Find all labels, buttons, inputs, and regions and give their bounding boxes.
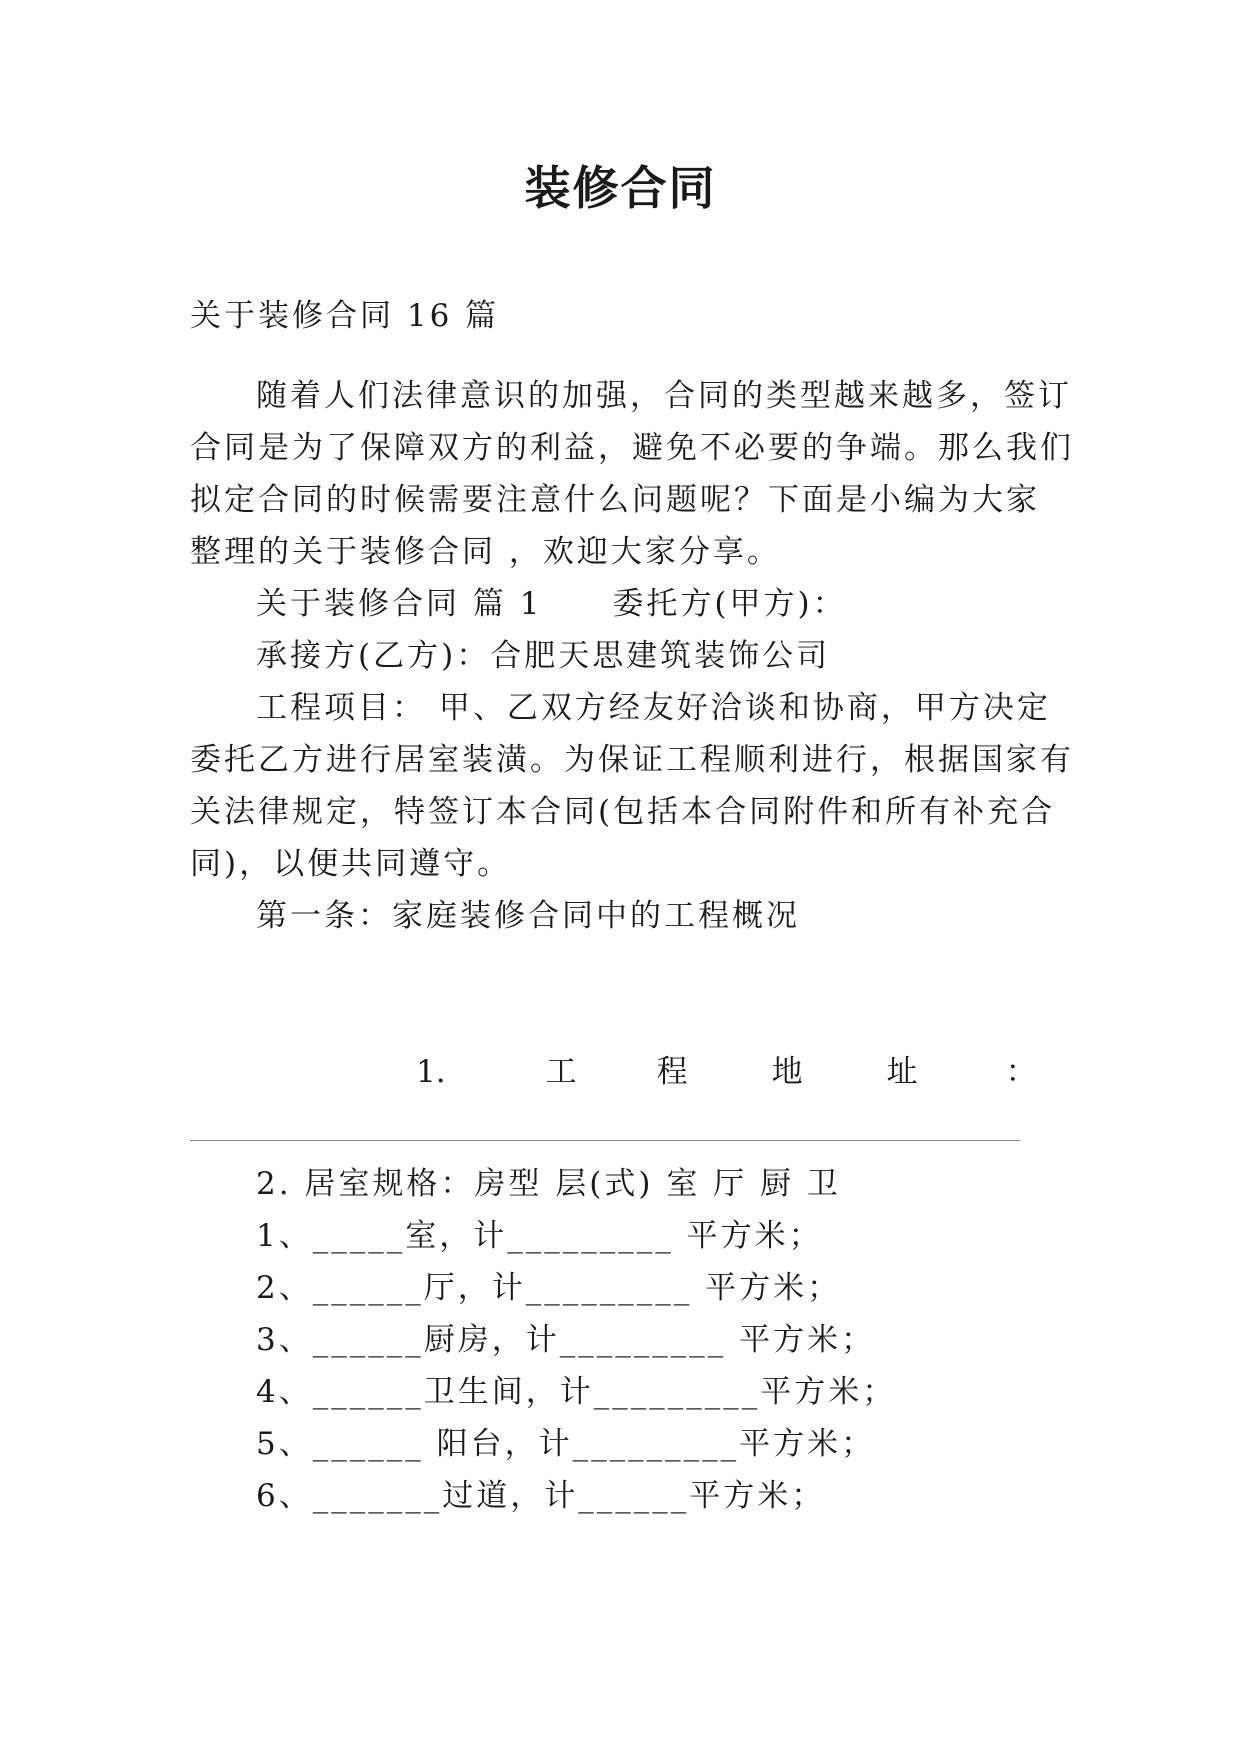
address-blank-line xyxy=(190,1140,1020,1141)
room-line-6: 6、_______过道，计______平方米； xyxy=(256,1478,826,1514)
room-line-5: 5、______ 阳台，计_________平方米； xyxy=(256,1426,876,1462)
section-heading-line xyxy=(256,584,1056,624)
room-line-1: 1、_____室，计_________ 平方米； xyxy=(256,1218,823,1254)
intro-line-3: 拟定合同的时候需要注意什么问题呢？下面是小编为大家 xyxy=(190,482,1040,518)
intro-line-2: 合同是为了保障双方的利益，避免不必要的争端。那么我们 xyxy=(190,430,1074,466)
contractor-line: 承接方(乙方)：合肥天思建筑装饰公司 xyxy=(256,638,831,674)
address-number: 1. xyxy=(416,1054,446,1090)
project-line-2: 委托乙方进行居室装潢。为保证工程顺利进行，根据国家有 xyxy=(190,742,1074,778)
intro-line-1: 随着人们法律意识的加强，合同的类型越来越多，签订 xyxy=(256,378,1072,414)
intro-line-4: 整理的关于装修合同 ，欢迎大家分享。 xyxy=(190,534,781,570)
project-line-4: 同)，以便共同遵守。 xyxy=(190,846,512,882)
address-char-3: 地 xyxy=(771,1054,803,1090)
article-1-heading: 第一条：家庭装修合同中的工程概况 xyxy=(256,898,800,934)
project-line-3: 关法律规定，特签订本合同(包括本合同附件和所有补充合 xyxy=(190,794,1056,830)
room-line-3: 3、______厨房，计_________ 平方米； xyxy=(256,1322,876,1358)
document-subtitle: 关于装修合同 16 篇 xyxy=(190,298,500,334)
room-spec-line: 2. 居室规格：房型 层(式) 室 厅 厨 卫 xyxy=(256,1166,841,1202)
client-label: 委托方(甲方)： xyxy=(612,586,847,622)
document-title: 装修合同 xyxy=(524,161,717,215)
room-line-4: 4、______卫生间，计_________平方米； xyxy=(256,1374,897,1410)
project-line-1: 工程项目： 甲、乙双方经友好洽谈和协商，甲方决定 xyxy=(256,690,1051,726)
address-char-1: 工 xyxy=(545,1054,577,1090)
address-label xyxy=(190,1052,1050,1092)
address-char-5: ： xyxy=(1005,1054,1037,1090)
address-char-4: 址 xyxy=(886,1054,918,1090)
address-char-2: 程 xyxy=(656,1054,688,1090)
section-heading: 关于装修合同 篇 1 xyxy=(256,586,543,622)
room-line-2: 2、______厅，计_________ 平方米； xyxy=(256,1270,842,1306)
